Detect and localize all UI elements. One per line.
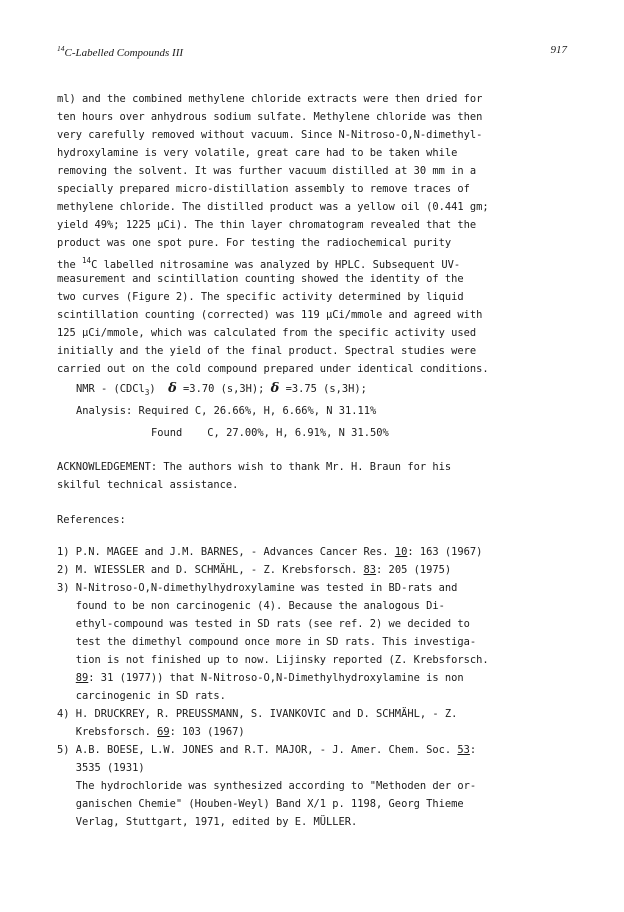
nmr-value: =3.75 (s,3H); [279,383,367,395]
delta-symbol: δ [168,381,177,396]
body-line: specially prepared micro-distillation assembly to remove traces of [57,183,470,195]
body-line: hydroxylamine is very volatile, great care had to be taken while [57,147,458,159]
reference-text: Krebsforsch. [57,726,158,738]
body-line: scintillation counting (corrected) was 119 µCi/mmole and agreed with [57,309,483,321]
body-line: measurement and scintillation counting showed the identity of the [57,273,464,285]
reference-text: : [469,744,477,756]
reference-line: 3535 (1931) [57,762,145,774]
reference-text: 2) M. WIESSLER and D. SCHMÄHL, - Z. Krebsforsch. [57,564,364,576]
reference-text: : 103 (1967) [169,726,245,738]
delta-symbol: δ [270,381,280,396]
body-line [57,254,460,272]
reference-line: carcinogenic in SD rats. [57,690,226,702]
body-text: C labelled nitrosamine was analyzed by HPLC. Subsequent UV- [91,259,461,271]
body-line: carried out on the cold compound prepared under identical conditions. [57,363,489,375]
reference-line: 3) N-Nitroso-O,N-dimethylhydroxylamine was tested in BD-rats and [57,582,458,594]
body-line: product was one spot pure. For testing the radiochemical purity [57,237,452,249]
nmr-label: NMR - (CDCl [76,383,145,395]
reference-volume: 69 [157,726,170,738]
reference-line: ethyl-compound was tested in SD rats (see ref. 2) we decided to [57,618,470,630]
nmr-value: =3.70 (s,3H); [176,383,271,395]
nmr-subscript: 3 [144,388,150,397]
header-title: C-Labelled Compounds III [64,47,184,59]
body-line: ten hours over anhydrous sodium sulfate. Methylene chloride was then [57,111,483,123]
running-header [57,44,183,59]
body-line: initially and the yield of the final product. Spectral studies were [57,345,477,357]
analysis-found: Found C, 27.00%, H, 6.91%, N 31.50% [151,427,389,439]
page-number: 917 [550,44,567,56]
acknowledgement-line: skilful technical assistance. [57,479,239,491]
body-line: yield 49%; 1225 µCi). The thin layer chromatogram revealed that the [57,219,477,231]
body-text: the [57,259,83,271]
reference-line: The hydrochloride was synthesized according to "Methoden der or- [57,780,477,792]
reference-line [57,743,476,757]
reference-line: found to be non carcinogenic (4). Because the analogous Di- [57,600,445,612]
reference-text: : 163 (1967) [407,546,483,558]
body-line: 125 µCi/mmole, which was calculated from the specific activity used [57,327,477,339]
reference-item [57,563,451,577]
header-superscript: 14 [57,44,65,53]
reference-line: Verlag, Stuttgart, 1971, edited by E. MÜLLER. [57,816,358,828]
reference-line [57,725,245,739]
body-line: very carefully removed without vacuum. Since N-Nitroso-O,N-dimethyl- [57,129,483,141]
reference-text: 5) A.B. BOESE, L.W. JONES and R.T. MAJOR, - J. Amer. Chem. Soc. [57,744,458,756]
nmr-line [76,382,367,400]
reference-text: : 205 (1975) [376,564,452,576]
body-line: methylene chloride. The distilled product was a yellow oil (0.441 gm; [57,201,489,213]
reference-text: : 31 (1977)) that N-Nitroso-O,N-Dimethylhydroxylamine is non [88,672,464,684]
reference-line: 4) H. DRUCKREY, R. PREUSSMANN, S. IVANKOVIC and D. SCHMÄHL, - Z. [57,708,458,720]
reference-volume: 89 [75,672,89,684]
analysis-required: Analysis: Required C, 26.66%, H, 6.66%, N 31.11% [76,405,377,417]
isotope-superscript: 14 [82,256,92,265]
reference-volume: 83 [363,564,377,576]
nmr-close: ) [149,383,156,395]
body-line: two curves (Figure 2). The specific activity determined by liquid [57,291,464,303]
body-line: removing the solvent. It was further vacuum distilled at 30 mm in a [57,165,477,177]
reference-text: 1) P.N. MAGEE and J.M. BARNES, - Advances Cancer Res. [57,546,395,558]
reference-line [57,671,464,685]
references-heading: References: [57,514,126,526]
reference-line: tion is not finished up to now. Lijinsky reported (Z. Krebsforsch. [57,654,489,666]
reference-volume: 10 [394,546,408,558]
reference-line: ganischen Chemie" (Houben-Weyl) Band X/1 p. 1198, Georg Thieme [57,798,464,810]
reference-volume: 53 [457,744,470,756]
reference-line: test the dimethyl compound once more in SD rats. This investiga- [57,636,477,648]
reference-item [57,545,482,559]
body-line: ml) and the combined methylene chloride extracts were then dried for [57,93,483,105]
acknowledgement-line: ACKNOWLEDGEMENT: The authors wish to thank Mr. H. Braun for his [57,461,452,473]
